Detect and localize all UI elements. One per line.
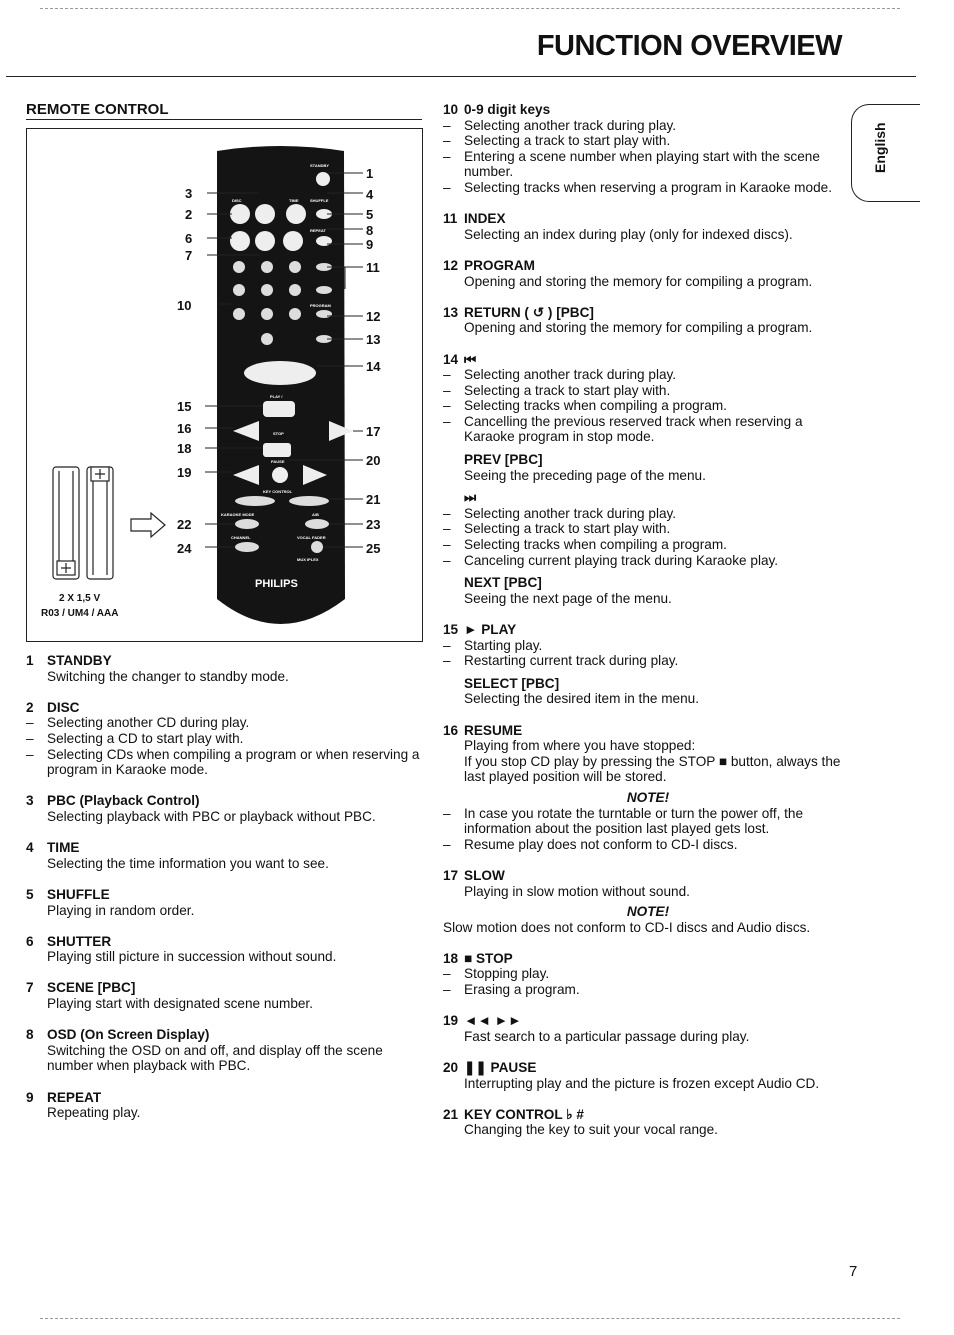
function-item-heading [443,723,853,739]
function-item-bullet-text: Restarting current track during play. [464,653,679,669]
standby-button-icon [316,172,330,186]
function-item-bullet-text: Canceling current playing track during Karaoke play. [464,552,779,568]
function-item-number: 14 [443,351,459,367]
function-item-number: 21 [443,1106,459,1122]
callout-2: 2 [185,207,193,222]
battery-label-type: R03 / UM4 / AAA [41,608,119,619]
function-item-description: Seeing the next page of the menu. [464,590,672,606]
page-number: 7 [849,1263,858,1280]
function-item-title: ⏮ [464,351,477,367]
function-item-bullet-text: Selecting another track during play. [464,367,677,383]
function-item-number: 18 [443,950,459,966]
bullet-dash: – [443,367,451,383]
function-item-bullet [443,982,853,998]
function-item [26,1027,421,1074]
function-item-description: Interrupting play and the picture is frozen except Audio CD. [464,1075,820,1091]
function-sub-heading: SELECT [PBC] [464,675,560,691]
function-item-heading [443,622,853,638]
function-item-heading [443,1107,853,1123]
function-sub-heading: ⏭ [464,490,477,506]
function-item-bullet-text: Selecting tracks when reserving a program in Karaoke mode. [464,179,832,195]
function-item [443,211,853,242]
function-item-description: Seeing the preceding page of the menu. [464,467,706,483]
function-item-title: SLOW [464,867,505,883]
mux-iplex-label: MUX IPLEX [297,557,319,562]
function-item-description: Selecting playback with PBC or playback without PBC. [47,808,376,824]
key-control-down-icon [235,496,275,506]
digit-key-icon [233,284,245,296]
karaoke-mode-label: KARAOKE MODE [221,512,255,517]
pause-label: PAUSE [271,459,285,464]
function-item [26,653,421,684]
callout-21: 21 [366,492,381,507]
function-item-number: 11 [443,211,458,227]
function-sub-heading: NEXT [PBC] [464,575,542,591]
function-item-bullet [443,383,853,399]
function-item-title: KEY CONTROL ♭ # [464,1106,584,1122]
digit-key-icon [261,333,273,345]
function-item-title: TIME [47,840,80,856]
bullet-dash: – [26,715,34,731]
function-item-bullet [443,806,853,837]
function-item-bullet [443,367,853,383]
function-item-title: ◄◄ ►► [464,1013,522,1029]
function-item-description: Playing start with designated scene number. [47,996,313,1012]
function-item-description: Playing from where you have stopped: [464,738,696,754]
function-item-bullet-text: Cancelling the previous reserved track when reserving a Karaoke program in stop mode. [464,413,803,445]
battery-label-voltage: 2 X 1,5 V [59,593,101,604]
function-item-number: 16 [443,722,459,738]
function-item-bullet [443,398,853,414]
function-item-number: 1 [26,653,34,668]
function-item [26,840,421,871]
function-item-heading [26,934,421,950]
function-item-title: RETURN ( ↺ ) [PBC] [464,304,594,320]
page-title: FUNCTION OVERVIEW [536,30,842,62]
callout-9: 9 [366,237,374,252]
function-item-number: 7 [26,980,34,996]
function-item-description: Selecting an index during play (only for indexed discs). [464,226,793,242]
function-item-bullet-text: Selecting a CD to start play with. [47,730,244,746]
callout-20: 20 [366,453,381,468]
function-sub-heading: PREV [PBC] [464,452,543,468]
function-item-bullet [443,837,853,853]
function-item-title: ■ STOP [464,950,513,966]
function-item-bullet-text: Erasing a program. [464,982,580,998]
standby-label: STANDBY [310,163,330,168]
digit-key-icon [233,308,245,320]
ab-label: A/B [312,512,319,517]
bullet-dash: – [443,521,451,537]
function-item-bullet-text: Resume play does not conform to CD-I discs. [464,836,738,852]
function-item-bullet-text: Selecting a track to start play with. [464,133,671,149]
function-item-bullet-text: Starting play. [464,637,543,653]
callout-18: 18 [177,441,192,456]
function-item [443,1107,853,1138]
pause-button-icon [272,467,288,483]
function-item [443,1060,853,1091]
function-item-bullet [443,653,853,669]
function-item [443,258,853,289]
function-item-bullet [443,118,853,134]
function-item-number: 5 [26,886,34,902]
disc-label: DISC [232,198,242,203]
vocal-fader-button-icon [311,541,323,553]
pbc-button-icon [255,204,275,224]
bullet-dash: – [443,117,451,133]
channel-label: CHANNEL [231,535,251,540]
function-item-title: SCENE [PBC] [47,980,136,996]
function-item [443,951,853,998]
insert-arrow-icon [131,513,165,537]
function-item-bullet-text: Entering a scene number when playing start with the scene number. [464,148,820,180]
bullet-dash: – [443,148,451,164]
repeat-label: REPEAT [310,228,326,233]
function-item-bullet [443,537,853,553]
key-control-label: KEY CONTROL [263,489,293,494]
function-item-number: 3 [26,793,34,809]
function-item [443,1013,853,1044]
function-item-bullet-text: Selecting a track to start play with. [464,521,671,537]
function-item-bullet-text: Selecting another track during play. [464,505,677,521]
digit-key-icon [261,308,273,320]
function-item-bullet-text: Selecting CDs when compiling a program or when reserving a program in Karaoke mode. [47,746,420,778]
function-item-title: REPEAT [47,1089,102,1105]
function-item-number: 13 [443,304,459,320]
function-item-bullet [26,715,421,731]
callout-1: 1 [366,166,374,181]
function-item-title: DISC [47,699,80,715]
function-item-bullet [443,180,853,196]
function-item-description: Playing still picture in succession without sound. [47,949,337,965]
callout-5: 5 [366,207,374,222]
bullet-dash: – [443,133,451,149]
callout-25: 25 [366,541,381,556]
play-label: PLAY / [270,394,283,399]
function-item-number: 9 [26,1089,34,1105]
note-heading: NOTE! [626,904,670,920]
bullet-dash: – [443,552,451,568]
function-item-number: 10 [443,102,459,117]
function-item-description: Opening and storing the memory for compiling a program. [464,320,813,336]
function-item-title: INDEX [464,211,506,227]
scan-artifact-bottom [40,1318,900,1319]
function-item-description: Selecting the desired item in the menu. [464,691,700,707]
battery-icon [53,467,113,579]
title-rule [6,76,916,77]
section-title: REMOTE CONTROL [26,101,169,118]
note-heading: NOTE! [626,789,670,805]
function-item-description: Playing in slow motion without sound. [464,883,690,899]
function-item [443,868,853,935]
key-control-up-icon [289,496,329,506]
callout-23: 23 [366,517,381,532]
function-item-bullet [443,506,853,522]
callout-4: 4 [366,187,374,202]
callout-19: 19 [177,465,192,480]
digit-key-icon [316,286,332,294]
program-button-icon [316,310,332,318]
bullet-dash: – [443,398,451,414]
stop-label: STOP [273,431,284,436]
function-item-title: STANDBY [47,653,112,668]
bullet-dash: – [443,982,451,998]
bullet-dash: – [443,637,451,653]
bullet-dash: – [443,179,451,195]
callout-17: 17 [366,424,381,439]
function-item-description: Fast search to a particular passage during play. [464,1028,750,1044]
time-button-icon [286,204,306,224]
bullet-dash: – [443,382,451,398]
function-item [26,980,421,1011]
function-item-heading [443,868,853,884]
prev-next-button-icon [244,361,316,385]
callout-14: 14 [366,359,381,374]
stop-button-icon [263,443,291,457]
function-item-heading [443,102,853,118]
function-item-bullet [443,553,853,569]
function-item-description: Selecting the time information you want to see. [47,855,329,871]
bullet-dash: – [443,653,451,669]
function-item-heading [443,258,853,274]
function-item-number: 20 [443,1060,459,1076]
note-text: Slow motion does not conform to CD-I discs and Audio discs. [443,919,811,935]
scan-artifact-top [40,8,900,9]
bullet-dash: – [443,537,451,553]
function-item-bullet [443,133,853,149]
function-item-title: PROGRAM [464,257,535,273]
function-item-number: 12 [443,257,459,273]
program-label: PROGRAM [310,303,331,308]
scene-button-icon [255,231,275,251]
bullet-dash: – [443,413,451,429]
digit-key-icon [289,261,301,273]
function-item [443,102,853,196]
function-item-bullet-text: Stopping play. [464,966,550,982]
callout-11: 11 [366,260,380,275]
language-tab [851,104,920,202]
karaoke-mode-button-icon [235,519,259,529]
function-item-bullet-text: In case you rotate the turntable or turn the power off, the information about the position last played gets lost. [464,805,804,837]
function-item-bullet [26,747,421,778]
function-item [443,352,853,607]
callout-12: 12 [366,309,381,324]
function-item [443,622,853,707]
function-item-heading [443,352,853,368]
function-item-title: ► PLAY [464,622,517,637]
function-item-title: PBC (Playback Control) [47,793,200,809]
callout-22: 22 [177,517,192,532]
function-item-title: RESUME [464,722,523,738]
function-item-number: 8 [26,1027,34,1043]
digit-key-icon [233,261,245,273]
function-item-heading [26,1090,421,1106]
section-rule [26,119,422,120]
digit-key-icon [261,261,273,273]
ab-button-icon [305,519,329,529]
function-item-heading [26,887,421,903]
bullet-dash: – [443,836,451,852]
function-item-description: Switching the changer to standby mode. [47,668,289,684]
digit-key-icon [289,284,301,296]
function-item-description: Playing in random order. [47,902,195,918]
disc-button-icon [230,204,250,224]
function-item-bullet-text: Selecting another track during play. [464,117,677,133]
callout-24: 24 [177,541,192,556]
function-item-bullet-text: Selecting a track to start play with. [464,382,671,398]
remote-control-illustration [27,129,422,641]
shuffle-label: SHUFFLE [310,198,329,203]
function-item-bullet-text: Selecting tracks when compiling a program. [464,398,727,414]
remote-control-figure [26,128,423,642]
function-item-heading [26,1027,421,1043]
callout-7: 7 [185,248,193,263]
osd-button-icon [283,231,303,251]
callout-10: 10 [177,298,192,313]
function-item-number: 17 [443,867,459,883]
function-item-heading [443,305,853,321]
function-item-number: 6 [26,933,34,949]
function-item-bullet [443,149,853,180]
function-item-heading [443,211,853,227]
function-item-description: Switching the OSD on and off, and display off the scene number when playback with PBC. [47,1042,383,1074]
play-button-icon [263,401,295,417]
shutter-button-icon [230,231,250,251]
function-item-description: Opening and storing the memory for compiling a program. [464,273,813,289]
function-item [26,887,421,918]
function-item [443,305,853,336]
brand-logo: PHILIPS [255,578,298,590]
function-item-heading [26,653,421,669]
function-item-description: If you stop CD play by pressing the STOP ■ button, always the last played position will be stored. [464,753,841,785]
function-item-bullet [443,521,853,537]
vocal-fader-label: VOCAL FADER [297,535,326,540]
function-item [26,793,421,824]
function-item-heading [26,700,421,716]
channel-button-icon [235,542,259,552]
function-item-heading [26,840,421,856]
callout-15: 15 [177,399,192,414]
function-item-title: 0-9 digit keys [464,102,551,117]
function-item-description: Changing the key to suit your vocal range. [464,1122,718,1138]
language-tab-label: English [872,122,888,173]
function-item-heading [26,980,421,996]
function-item-number: 19 [443,1013,459,1029]
callout-6: 6 [185,231,193,246]
function-item-description: Repeating play. [47,1105,141,1121]
callout-3: 3 [185,186,193,201]
function-item-number: 4 [26,840,34,856]
function-item-title: SHUTTER [47,933,112,949]
function-item-number: 2 [26,699,34,715]
callout-13: 13 [366,332,381,347]
function-item-heading [26,793,421,809]
bullet-dash: – [443,805,451,821]
function-item-bullet [26,731,421,747]
function-item [26,934,421,965]
function-item-bullet [443,414,853,445]
callout-8: 8 [366,223,374,238]
callout-16: 16 [177,421,192,436]
bullet-dash: – [26,730,34,746]
function-item-title: OSD (On Screen Display) [47,1027,210,1043]
function-item-heading [443,1060,853,1076]
function-item [26,1090,421,1121]
time-label: TIME [289,198,299,203]
right-column [443,102,853,1154]
function-item-bullet-text: Selecting tracks when compiling a program. [464,537,727,553]
function-item-bullet [443,638,853,654]
function-item [26,700,421,778]
function-item [443,723,853,853]
function-item-heading [443,951,853,967]
left-column [26,653,421,1136]
digit-key-icon [289,308,301,320]
function-item-bullet [443,966,853,982]
function-item-title: ❚❚ PAUSE [464,1060,537,1076]
bullet-dash: – [26,746,34,762]
function-item-number: 15 [443,622,459,637]
digit-key-icon [261,284,273,296]
function-item-heading [443,1013,853,1029]
function-item-bullet-text: Selecting another CD during play. [47,715,250,731]
bullet-dash: – [443,505,451,521]
function-item-title: SHUFFLE [47,886,110,902]
bullet-dash: – [443,966,451,982]
